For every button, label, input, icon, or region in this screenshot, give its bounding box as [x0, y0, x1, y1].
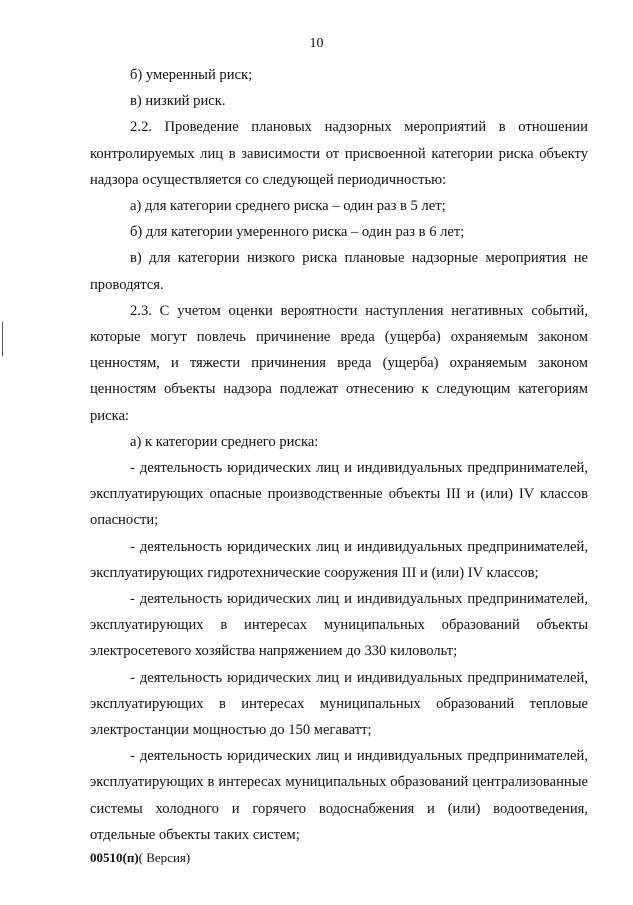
document-version: ( Версия): [138, 850, 191, 865]
document-code: 00510(п): [90, 850, 139, 865]
medium-risk-heading: а) к категории среднего риска:: [130, 433, 319, 450]
activity-hydraulic-structures: - деятельность юридических лиц и индивидуальных предпринимателей, эксплуатирующих гидротехнические сооружения III и (или) IV классов;: [90, 538, 588, 581]
list-item-low-risk: в) низкий риск.: [130, 93, 226, 110]
periodicity-moderate-risk: б) для категории умеренного риска – один раз в 6 лет;: [130, 224, 465, 241]
document-footer: [90, 850, 190, 866]
list-item-moderate-risk: б) умеренный риск;: [130, 67, 253, 83]
document-body: [90, 62, 588, 848]
activity-water-supply: - деятельность юридических лиц и индивидуальных предпринимателей, эксплуатирующих в интересах муниципальных образований централизованные системы холодного и горячего водоснабжения и (или) водоотведения, отдельные объекты таких систем;: [90, 748, 588, 843]
page-number: 10: [309, 36, 324, 51]
activity-thermal-plants: - деятельность юридических лиц и индивидуальных предпринимателей, эксплуатирующих в интересах муниципальных образований тепловые электростанции мощностью до 150 мегаватт;: [90, 669, 588, 739]
clause-2-2: 2.2. Проведение плановых надзорных мероприятий в отношении контролируемых лиц в зависимости от присвоенной категории риска объекту надзора осуществляется со следующей периодичностью:: [90, 119, 588, 188]
clause-2-3: 2.3. С учетом оценки вероятности наступления негативных событий, которые могут повлечь причинение вреда (ущерба) охраняемым законом ценностям, и тяжести причинения вреда (ущерба) охраняемым законом ценностям объекты надзора подлежат отнесению к следующим категориям риска:: [90, 302, 588, 424]
periodicity-low-risk: в) для категории низкого риска плановые надзорные мероприятия не проводятся.: [90, 250, 588, 293]
activity-hazardous-facilities: - деятельность юридических лиц и индивидуальных предпринимателей, эксплуатирующих опасные производственные объекты III и (или) IV классов опасности;: [90, 460, 588, 529]
periodicity-medium-risk: а) для категории среднего риска – один раз в 5 лет;: [130, 198, 446, 215]
scan-edge-mark: [2, 322, 3, 356]
activity-power-grid: - деятельность юридических лиц и индивидуальных предпринимателей, эксплуатирующих в интересах муниципальных образований объекты электросетевого хозяйства напряжением до 330 киловольт;: [90, 591, 588, 660]
